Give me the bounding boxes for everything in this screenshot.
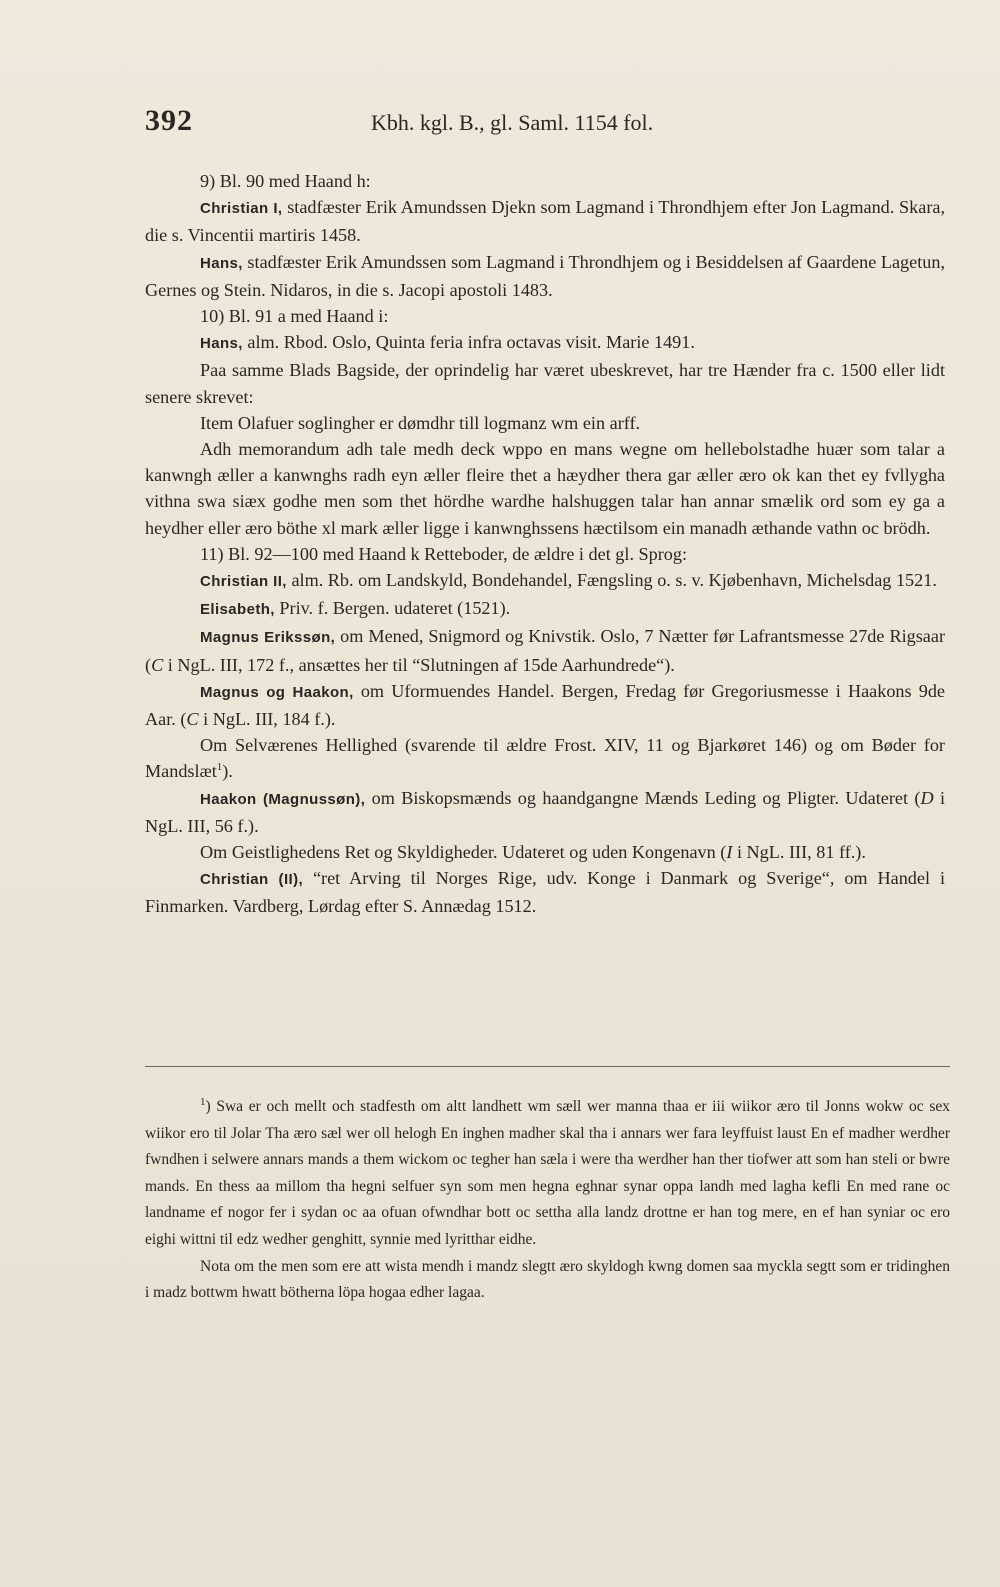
running-head: Kbh. kgl. B., gl. Saml. 1154 fol. [371,110,654,135]
entry-heading-11: 11) Bl. 92—100 med Haand k Retteboder, de ældre i det gl. Sprog: [200,543,688,564]
entry-text: “ret Arving til Norges Rige, udv. Konge i Danmark og Sverige“, om Handel i Finmarken. Vardberg, Lørdag efter S. Annædag 1512. [145,868,945,917]
entry-name: Christian II, [200,573,287,591]
entry-text: ). [222,761,233,782]
entry-name: Christian (II), [200,871,304,889]
entry-heading-9: 9) Bl. 90 med Haand h: [200,171,371,191]
paragraph-item: Item Olafuer soglingher er dømdhr till logmanz wm ein arff. [200,412,641,433]
footnote-text: ) Swa er och mellt och stadfesth om altt landhett wm sæll wer manna thaa er iii wiikor æro til Jonns wokw oc sex wiikor ero til Jolar Tha æro sæl wer oll helogh En inghen madher skal tha i annars wer fara leyffuist laust En ef madher werdher fwndhen i selwere annars mands a them wickom oc tegher han sæla i were tha werdher han ther tiofwer att som han steli or bwre mands. En thess aa millom tha hegni selfuer syn som men hegna eghnar synar oppa landh med lagha kefli En med rane oc landname ef nogor fer i sydan oc aa ofuan ofwndhar bott oc settha alla landz drottne er han tog mere, en ef han syniar oc ero eighi wittni til edz wedher genghitt, synnie med lyritthar eidhe. [145,1098,950,1248]
entry-name: Magnus Erikssøn, [200,629,336,647]
entry-name: Christian I, [200,200,283,218]
entry-hans-1 [145,249,945,303]
entry-hans-2 [145,329,945,357]
entry-text: om Biskopsmænds og haandgangne Mænds Leding og Pligter. Udateret ( [365,787,921,808]
body-text [145,168,945,920]
entry-text: Om Geistlighedens Ret og Skyldigheder. Udateret og uden Kongenavn ( [200,842,727,863]
entry-text: om Mened, Snigmord og Knivstik. Oslo, 7 Nætter før Lafrantsmesse 27de Rigsaar ( [145,626,945,675]
paragraph-selvaerenes [145,732,945,784]
entry-christian-i [145,194,945,248]
entry-text: i NgL. III, 172 f., ansættes her til “Slutningen af 15de Aarhundrede“). [163,654,675,675]
footnote-reference[interactable]: 1 [216,761,223,774]
footnote-rule [145,1066,950,1067]
entry-name: Elisabeth, [200,601,275,619]
entry-text: Om Selværenes Hellighed (svarende til ældre Frost. XIV, 11 og Bjarkøret 146) og om Bøder for Mandslæt [145,735,945,782]
entry-name: Haakon (Magnussøn), [200,790,366,808]
entry-text: alm. Rb. om Landskyld, Bondehandel, Fængsling o. s. v. Kjøbenhavn, Michelsdag 1521. [286,570,937,591]
entry-name: Hans, [200,335,243,353]
entry-haakon-magnussoen [145,785,945,839]
entry-italic: I [726,842,733,863]
entry-heading-10: 10) Bl. 91 a med Haand i: [200,306,389,327]
entry-text: i NgL. III, 56 f.). [145,787,945,836]
entry-italic: C [186,709,199,730]
entry-text: i NgL. III, 81 ff.). [732,842,866,863]
paragraph-geistlighedens [145,839,945,865]
entry-christian-ii-finmarken [145,865,945,919]
footnote-mark: 1 [200,1095,206,1108]
entry-magnus-og-haakon [145,678,945,732]
paragraph-memorandum: Adh memorandum adh tale medh deck wppo en mans wegne om hellebolstadhe huær som talar a kanwngh æller a kanwnghs radh eyn æller fleire thet a hæydher thera gar æller æro ok kan thet ey fvllygha vithna swa siæx godhe men som thet hördhe wardhe halshuggen talar han annar smælik ord som ey ga a heydher eller æro böthe xl mark æller ligge i kanwnghssens hæctilsom ein manadh æthande vathn oc brödh. [145,439,945,538]
entry-text: Priv. f. Bergen. udateret (1521). [274,598,511,619]
entry-name: Magnus og Haakon, [200,683,354,701]
page-header [145,104,945,148]
entry-elisabeth [145,595,945,623]
entry-text: alm. Rbod. Oslo, Quinta feria infra octavas visit. Marie 1491. [242,332,695,353]
entry-italic: D [920,787,934,808]
footnotes [145,1094,950,1307]
paragraph-bagside: Paa samme Blads Bagside, der oprindelig har været ubeskrevet, har tre Hænder fra c. 1500 eller lidt senere skrevet: [145,360,945,407]
entry-italic: C [151,654,164,675]
entry-text: stadfæster Erik Amundssen som Lagmand i Throndhjem og i Besiddelsen af Gaardene Lagetun, Gernes og Stein. Nidaros, in die s. Jacopi apostoli 1483. [145,251,945,300]
entry-text: i NgL. III, 184 f.). [198,709,336,730]
page-number: 392 [145,104,193,137]
entry-text: stadfæster Erik Amundssen Djekn som Lagmand i Throndhjem efter Jon Lagmand. Skara, die s. Vincentii martiris 1458. [145,197,945,246]
entry-text: om Uformuendes Handel. Bergen, Fredag før Gregoriusmesse i Haakons 9de Aar. ( [145,680,945,730]
footnote-nota: Nota om the men som ere att wista mendh i mandz slegtt æro skyldogh kwng domen saa myckla segtt som er tridinghen i madz bottwm hwatt bötherna löpa hogaa edher lagaa. [145,1257,950,1302]
entry-name: Hans, [200,254,243,272]
footnote-1 [145,1094,950,1254]
entry-magnus-erikssoen [145,623,945,677]
entry-christian-ii [145,567,945,595]
